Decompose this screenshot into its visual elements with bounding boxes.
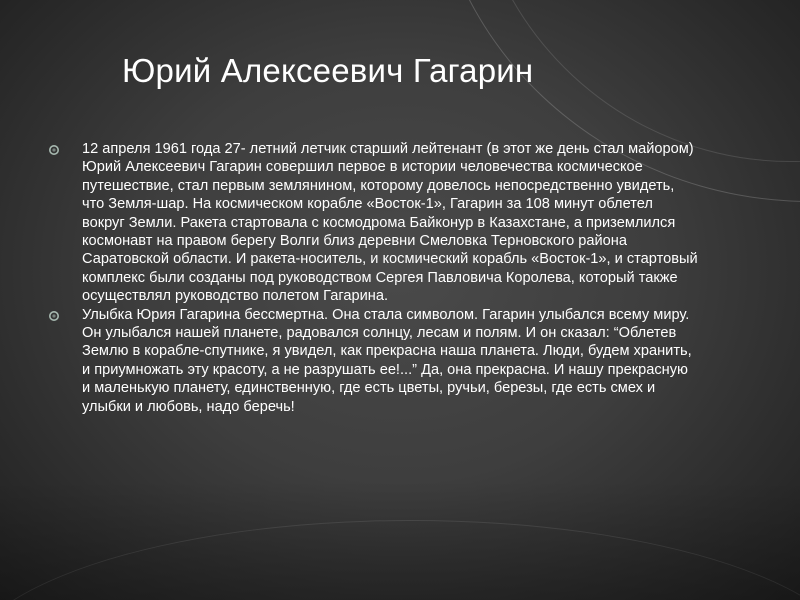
bottom-shade — [0, 480, 800, 600]
bullet-text: 12 апреля 1961 года 27- летний летчик старший лейтенант (в этот же день стал майором) Юрий Алексеевич Гагарин совершил первое в истории человечества космическое путешествие, стал первым землянином, которому довелось непосредственно увидеть, что Земля-шар. На космическом корабле «Восток-1», Гагарин за 108 минут облетел вокруг Земли. Ракета стартовала с космодрома Байконур в Казахстане, а приземлился космонавт на правом берегу Волги близ деревни Смеловка Терновского района Саратовской области. И ракета-носитель, и космический корабль «Восток-1», и стартовый комплекс были созданы под руководством Сергея Павловича Королева, который также осуществлял руководство полетом Гагарина. — [82, 141, 698, 305]
slide-body — [48, 140, 698, 416]
slide-title: Юрий Алексеевич Гагарин — [122, 52, 534, 89]
ring-bullet-icon — [48, 309, 60, 321]
bullet-item — [48, 140, 698, 306]
ring-bullet-icon — [48, 143, 60, 155]
bullet-text: Улыбка Юрия Гагарина бессмертна. Она стала символом. Гагарин улыбался всему миру. Он улыбался нашей планете, радовался солнцу, лесам и полям. И он сказал: “Облетев Землю в корабле-спутнике, я увидел, как прекрасна наша планета. Люди, будем хранить, и приумножать эту красоту, а не разрушать ее!...” Да, она прекрасна. И нашу прекрасную и маленькую планету, единственную, где есть цветы, ручьи, березы, где есть смех и улыбки и любовь, надо беречь! — [82, 306, 692, 415]
bullet-item — [48, 306, 698, 416]
